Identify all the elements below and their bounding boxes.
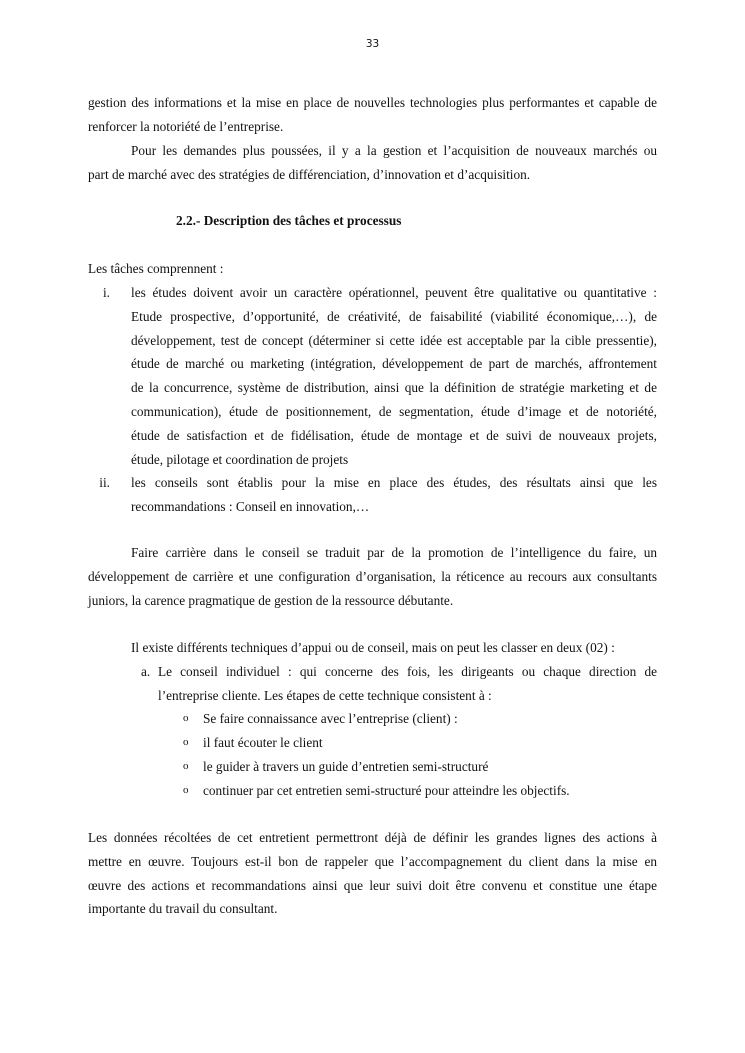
text-line: l’entreprise cliente. Les étapes de cette technique consistent à : bbox=[158, 687, 492, 703]
text-line: développement de carrière et une configuration d’organisation, la réticence au recours aux consultants bbox=[88, 568, 657, 584]
section-heading: 2.2.- Description des tâches et processus bbox=[176, 213, 402, 228]
paragraph-3 bbox=[88, 541, 657, 612]
text-line: Les données récoltées de cet entretient permettront déjà de définir les grandes lignes des actions à bbox=[88, 830, 657, 845]
text-line: mettre en œuvre. Toujours est-il bon de rappeler que l’accompagnement du client dans la mise en bbox=[88, 853, 657, 869]
text-line: juniors, la carence pragmatique de gestion de la ressource débutante. bbox=[88, 592, 454, 608]
list-item-i bbox=[88, 281, 657, 472]
text-line: recommandations : Conseil en innovation,… bbox=[131, 498, 370, 514]
list-letter: a. bbox=[141, 664, 151, 679]
tasks-intro bbox=[88, 257, 657, 281]
bullet-text: le guider à travers un guide d’entretien semi-structuré bbox=[203, 759, 489, 774]
list-item-ii bbox=[88, 471, 657, 519]
text-line: Faire carrière dans le conseil se traduit par de la promotion de l’intelligence du faire, un bbox=[131, 545, 657, 560]
paragraph-5 bbox=[88, 826, 657, 921]
text-line: étude de marché ou marketing (intégration, développement de part de marchés, affrontement bbox=[131, 356, 657, 372]
bullet-text: continuer par cet entretien semi-structuré pour atteindre les objectifs. bbox=[203, 783, 570, 798]
list-numeral: i. bbox=[102, 285, 110, 300]
text-line: gestion des informations et la mise en place de nouvelles technologies plus performantes et capable de bbox=[88, 95, 657, 110]
text-line: Les tâches comprennent : bbox=[88, 261, 224, 276]
paragraph-2 bbox=[88, 139, 657, 187]
text-line: les études doivent avoir un caractère opérationnel, peuvent être qualitative ou quantitative : bbox=[131, 285, 657, 300]
bullet-circle-icon: o bbox=[183, 760, 189, 772]
bullet-circle-icon: o bbox=[183, 712, 189, 724]
text-line: Il existe différents techniques d’appui ou de conseil, mais on peut les classer en deux (02) : bbox=[131, 640, 615, 655]
text-line: communication), étude de positionnement, de segmentation, étude d’image et de notoriété, bbox=[131, 403, 657, 419]
text-line: Pour les demandes plus poussées, il y a la gestion et l’acquisition de nouveaux marchés ou bbox=[131, 143, 657, 158]
text-line: Etude prospective, d’opportunité, de créativité, de faisabilité (viabilité économique,…), de bbox=[131, 308, 657, 324]
text-line: œuvre des actions et recommandations ainsi que leur suivi doit être convenu et constitue une étape bbox=[88, 877, 657, 893]
page-number: 33 bbox=[365, 38, 380, 50]
text-line: renforcer la notoriété de l’entreprise. bbox=[88, 118, 284, 134]
paragraph-1 bbox=[88, 91, 657, 139]
bullet-text: il faut écouter le client bbox=[203, 735, 323, 750]
bullet-circle-icon: o bbox=[183, 784, 189, 796]
bullet-circle-icon: o bbox=[183, 736, 189, 748]
list-numeral: ii. bbox=[99, 475, 110, 490]
text-line: Le conseil individuel : qui concerne des fois, les dirigeants ou chaque direction de bbox=[158, 664, 657, 679]
text-line: les conseils sont établis pour la mise en place des études, des résultats ainsi que les bbox=[131, 475, 657, 490]
bullet-text: Se faire connaissance avec l’entreprise (client) : bbox=[203, 711, 458, 726]
text-line: étude, pilotage et coordination de projets bbox=[131, 451, 349, 467]
text-line: de la concurrence, système de distribution, ainsi que la définition de stratégie marketing et de bbox=[131, 380, 657, 396]
text-line: développement, test de concept (déterminer si cette idée est acceptable par la cible pressentie), bbox=[131, 332, 657, 348]
paragraph-4 bbox=[88, 636, 657, 660]
text-line: part de marché avec des stratégies de différenciation, d’innovation et d’acquisition. bbox=[88, 166, 531, 182]
text-line: importante du travail du consultant. bbox=[88, 901, 278, 917]
text-line: étude de satisfaction et de fidélisation, étude de montage et de suivi de nouveaux projets, bbox=[131, 427, 657, 443]
list-item-a bbox=[88, 660, 657, 708]
